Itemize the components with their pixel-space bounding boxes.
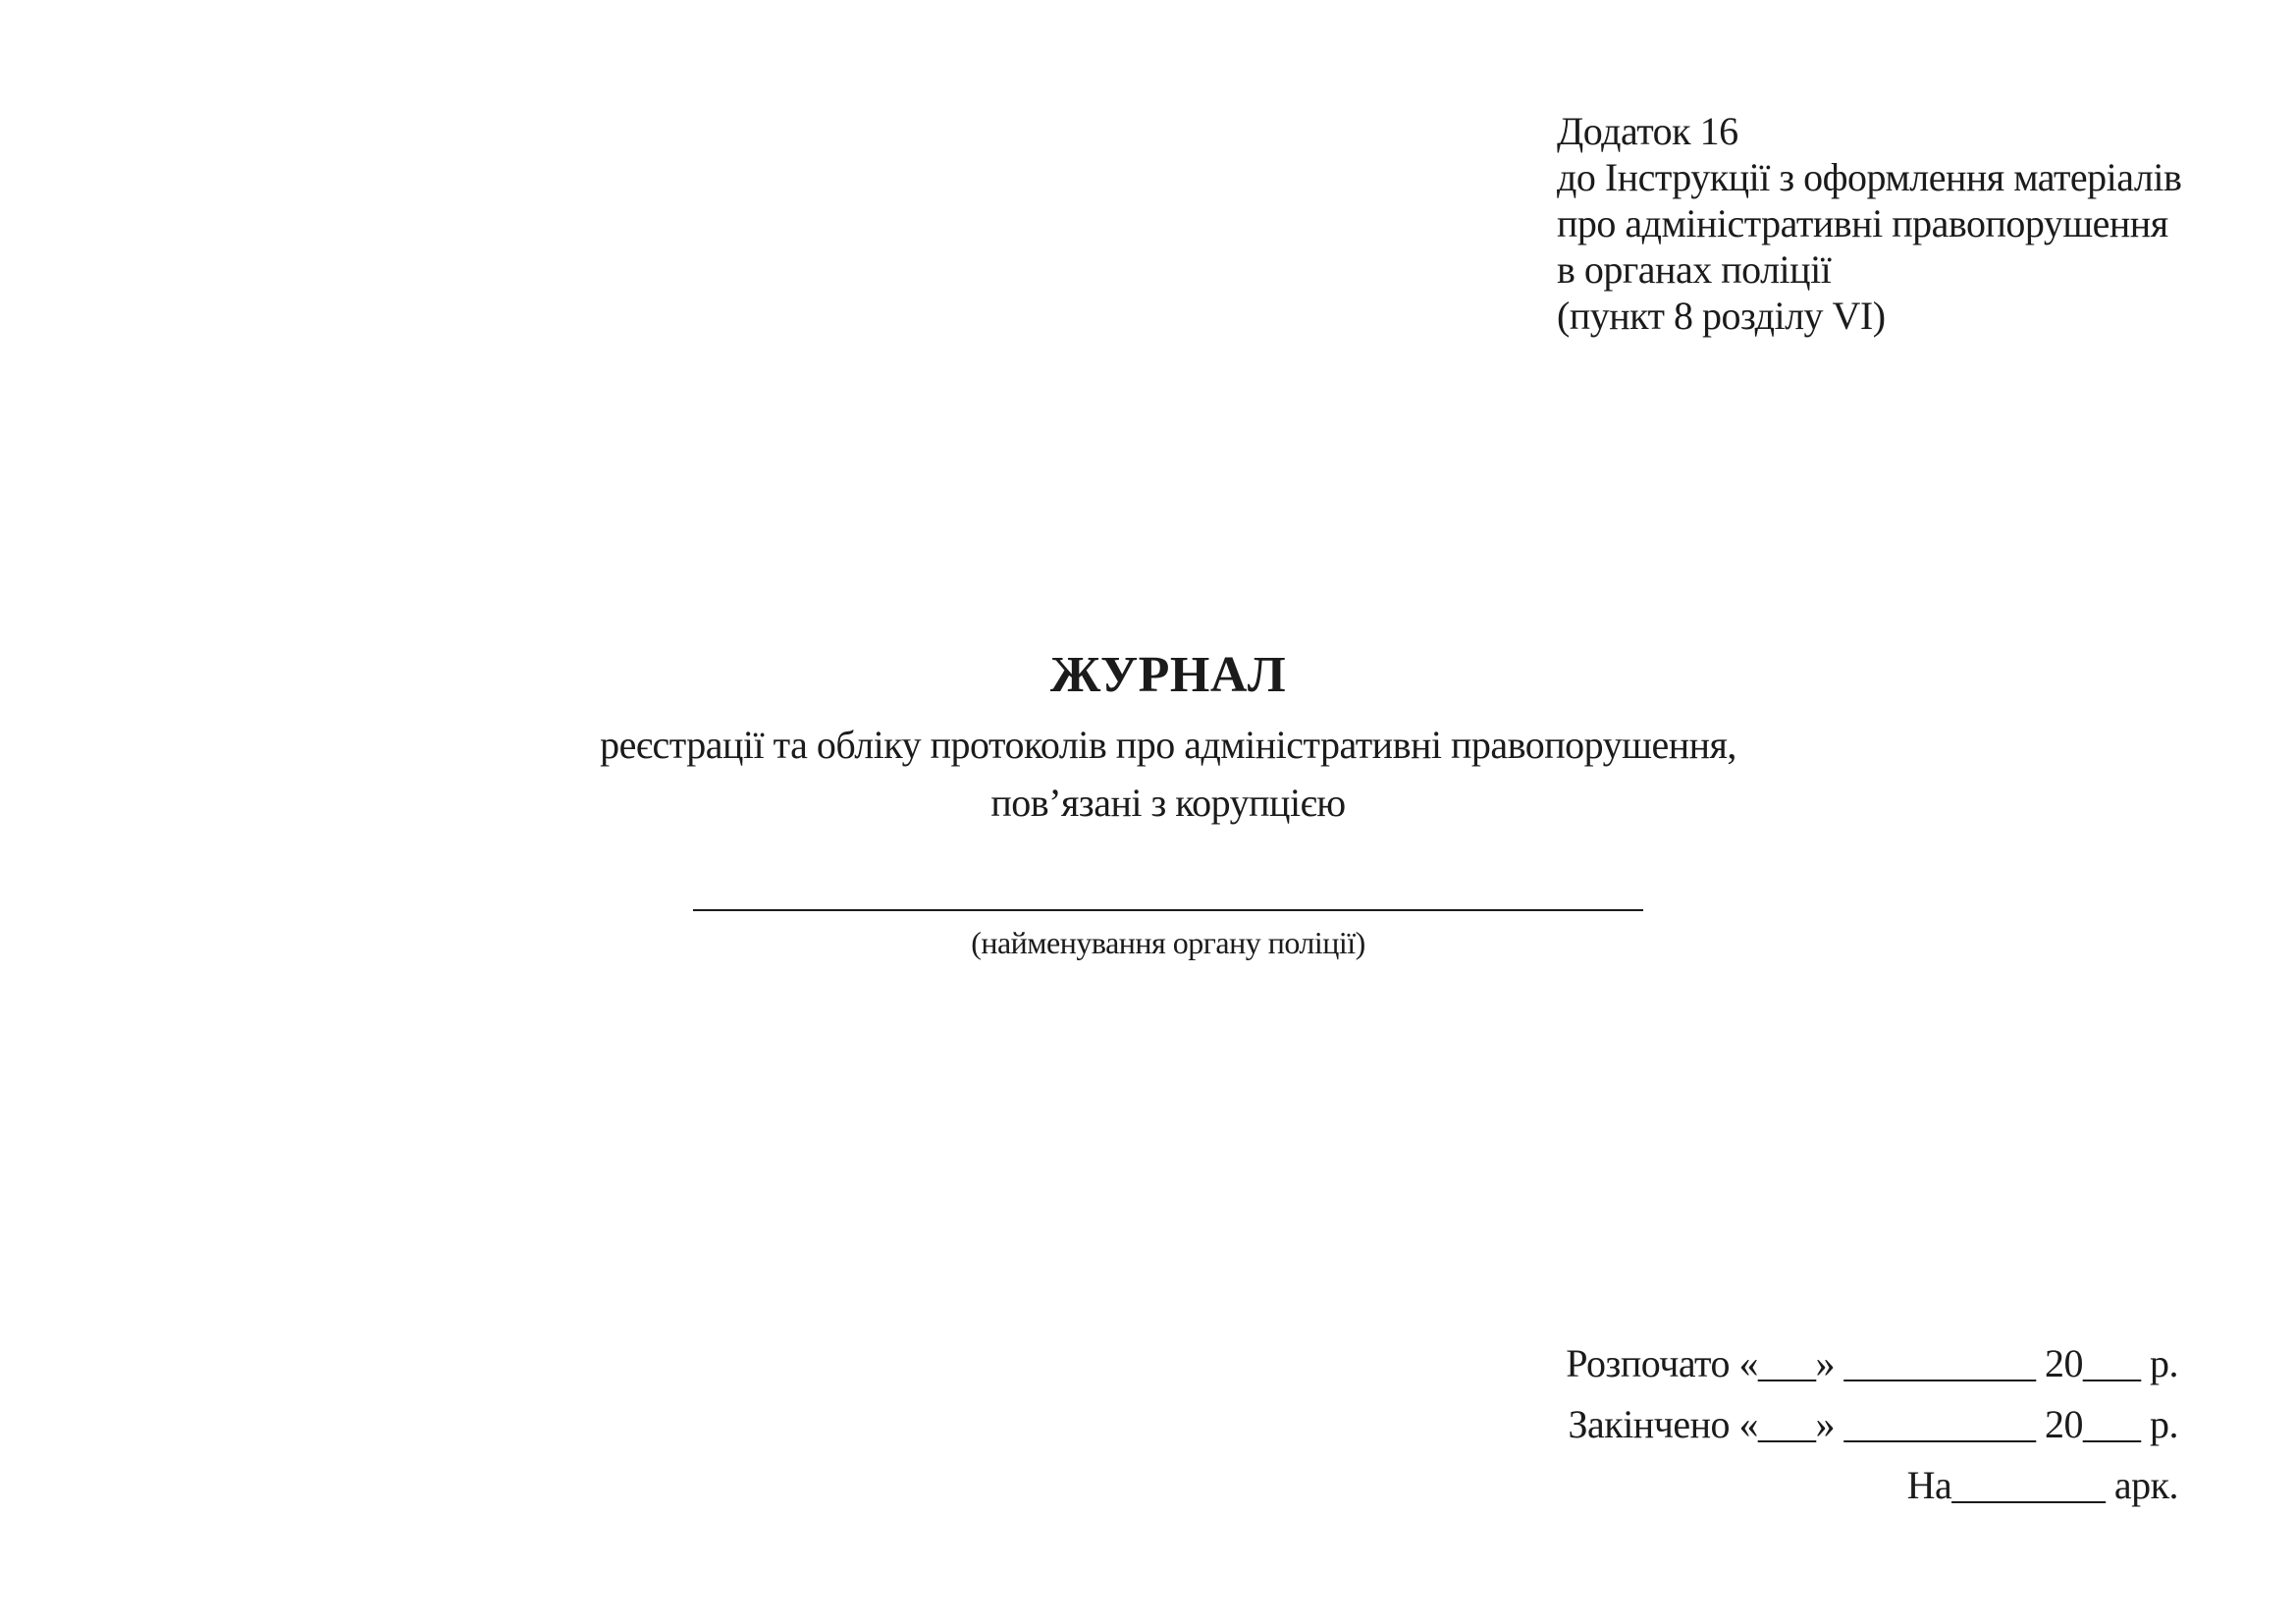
org-name-caption: (найменування органу поліції) <box>971 925 1365 960</box>
appendix-line: Додаток 16 <box>1557 109 1738 153</box>
finished-line: Закінчено «___» __________ 20___ р. <box>1568 1402 2178 1446</box>
document-subtitle-line-2: пов’язані з корупцією <box>990 781 1346 825</box>
sheets-line: На________ арк. <box>1906 1463 2178 1507</box>
started-line: Розпочато «___» __________ 20___ р. <box>1566 1341 2178 1385</box>
document-title: ЖУРНАЛ <box>1049 647 1287 703</box>
org-name-blank-line <box>693 909 1643 911</box>
footer-dates-block <box>1566 1333 2178 1516</box>
appendix-line: (пункт 8 розділу VI) <box>1557 294 1886 338</box>
appendix-line: до Інструкції з оформлення матеріалів <box>1557 155 2182 199</box>
appendix-reference-block <box>1557 108 2181 339</box>
title-block <box>40 648 2296 826</box>
document-subtitle-line-1: реєстрації та обліку протоколів про адміністративні правопорушення, <box>600 723 1736 767</box>
appendix-line: в органах поліції <box>1557 247 1832 292</box>
appendix-line: про адміністративні правопорушення <box>1557 201 2168 245</box>
